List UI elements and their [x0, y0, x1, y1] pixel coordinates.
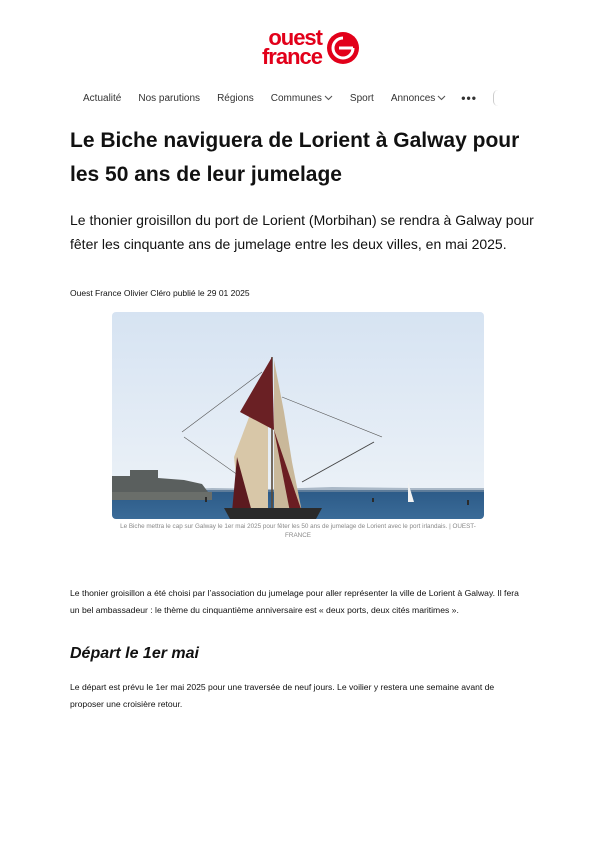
article-paragraph-2: Le départ est prévu le 1er mai 2025 pour une traversée de neuf jours. Le voilier y restera une semaine avant de proposer une croisière retour. [70, 682, 495, 709]
chevron-down-icon [437, 95, 446, 101]
nav-label: Régions [217, 92, 254, 104]
nav-item-nos-parutions[interactable] [138, 93, 200, 104]
nav-scroll-edge [493, 90, 498, 106]
nav-item-actualite[interactable] [83, 93, 121, 104]
nav-item-communes[interactable] [271, 93, 333, 104]
nav-item-sport[interactable] [350, 93, 374, 104]
ouest-france-logo[interactable] [236, 25, 366, 72]
nav-label: Sport [349, 92, 374, 104]
chevron-down-icon [324, 95, 333, 101]
photo-caption: Le Biche mettra le cap sur Galway le 1er mai 2025 pour fêter les 50 ans de jumelage de Lorient avec le port irlandais. | OUEST-FRANCE [120, 523, 476, 539]
logo-wordmark [236, 25, 322, 69]
nav-item-regions[interactable] [217, 93, 254, 104]
logo-line-1: ouest [268, 25, 322, 50]
article-subheading: Départ le 1er mai [70, 645, 199, 662]
nav-label: Annonces [390, 92, 436, 104]
article-title: Le Biche naviguera de Lorient à Galway pour les 50 ans de leur jumelage [70, 129, 520, 186]
sailboat-photo-illustration [112, 312, 484, 519]
nav-label: Actualité [83, 92, 122, 104]
nav-label: Nos parutions [138, 92, 201, 104]
logo-circle-icon [326, 31, 360, 65]
article-photo [112, 312, 484, 519]
article-byline: Ouest France Olivier Cléro publié le 29 01 2025 [70, 288, 250, 298]
nav-item-annonces[interactable] [391, 93, 446, 104]
article-paragraph-1: Le thonier groisillon a été choisi par l’association du jumelage pour aller représenter la ville de Lorient à Galway. Il fera un bel ambassadeur : le thème du cinquantième anniversaire est « deux ports, deux cités maritimes ». [70, 588, 519, 615]
logo-line-2: france [261, 44, 322, 69]
main-nav [83, 90, 498, 106]
article-lead: Le thonier groisillon du port de Lorient (Morbihan) se rendra à Galway pour fêter les cinquante ans de jumelage entre les deux villes, en mai 2025. [70, 212, 534, 252]
more-menu-button[interactable]: ••• [461, 91, 477, 105]
nav-label: Communes [270, 92, 322, 104]
